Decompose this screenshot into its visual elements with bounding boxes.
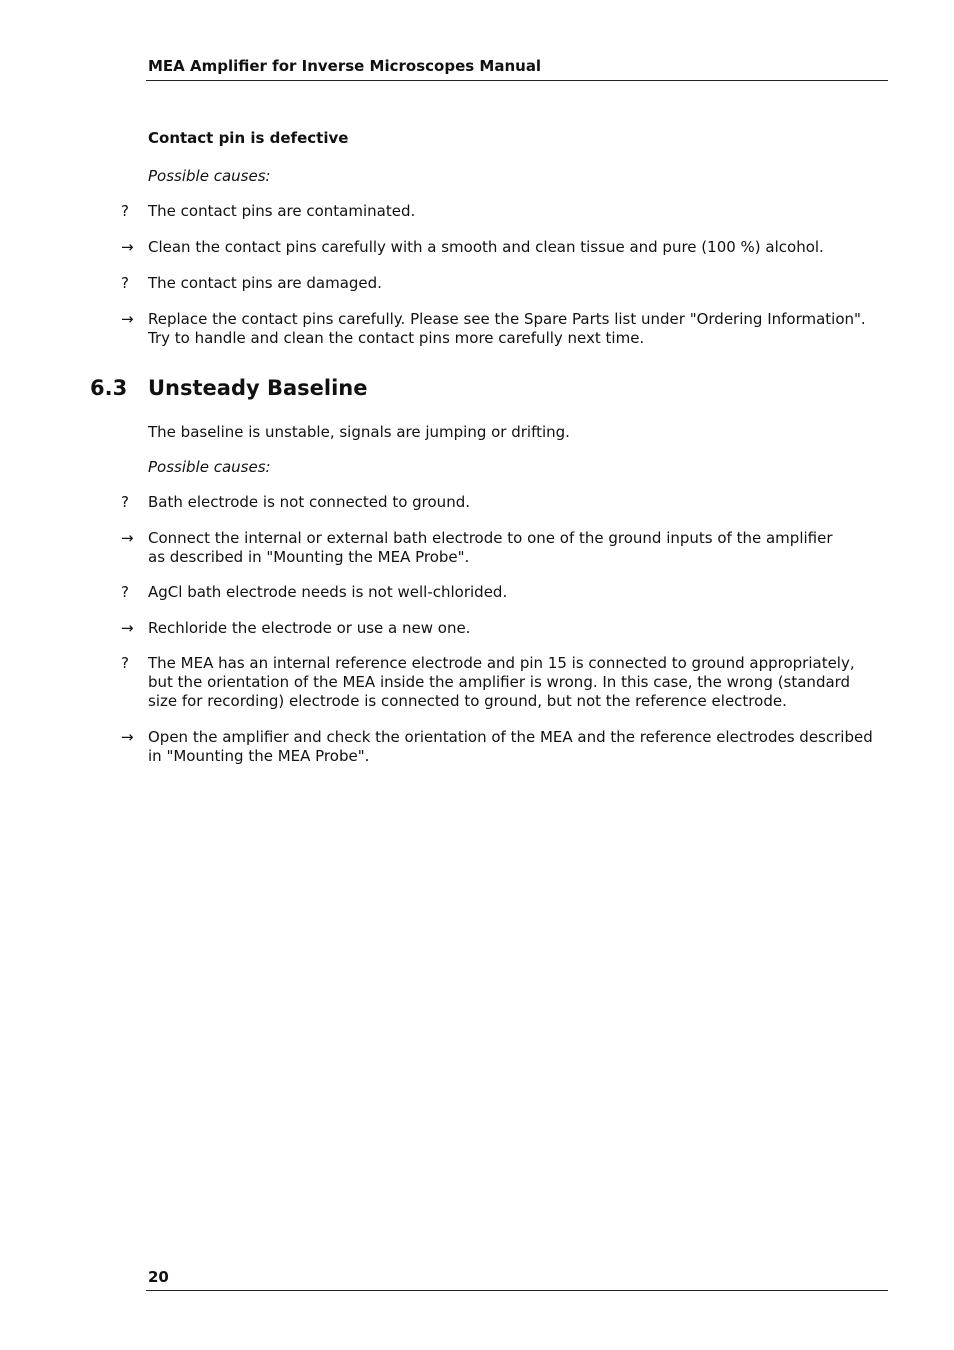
arrow-icon: → <box>121 529 134 547</box>
cause-text-line: size for recording) electrode is connected to ground, but not the reference electrode. <box>148 692 787 710</box>
cause-text-line: The MEA has an internal reference electrode and pin 15 is connected to ground appropriately, <box>148 654 855 672</box>
question-marker: ? <box>121 202 129 220</box>
page-number: 20 <box>148 1268 169 1286</box>
footer-rule <box>146 1290 888 1291</box>
remedy-text-line: Replace the contact pins carefully. Please see the Spare Parts list under "Ordering Information". <box>148 310 866 328</box>
section-title: Unsteady Baseline <box>148 376 368 400</box>
remedy-text-line: Open the amplifier and check the orientation of the MEA and the reference electrodes described <box>148 728 873 746</box>
cause-text-line: but the orientation of the MEA inside the amplifier is wrong. In this case, the wrong (standard <box>148 673 851 691</box>
remedy-text-line: as described in "Mounting the MEA Probe". <box>148 548 470 566</box>
subsection-heading: Contact pin is defective <box>148 129 349 147</box>
possible-causes-label: Possible causes: <box>148 167 271 185</box>
question-marker: ? <box>121 274 129 292</box>
arrow-icon: → <box>121 728 134 746</box>
remedy-text: Rechloride the electrode or use a new one. <box>148 619 471 637</box>
running-header-title: MEA Amplifier for Inverse Microscopes Manual <box>148 57 542 75</box>
possible-causes-label: Possible causes: <box>148 458 271 476</box>
cause-text: Bath electrode is not connected to ground. <box>148 493 470 511</box>
remedy-text-line: in "Mounting the MEA Probe". <box>148 747 370 765</box>
question-marker: ? <box>121 583 129 601</box>
header-rule <box>146 80 888 81</box>
cause-text: The contact pins are contaminated. <box>148 202 416 220</box>
question-marker: ? <box>121 493 129 511</box>
arrow-icon: → <box>121 619 134 637</box>
section-number: 6.3 <box>90 376 128 400</box>
remedy-text: Clean the contact pins carefully with a smooth and clean tissue and pure (100 %) alcohol. <box>148 238 824 256</box>
cause-text: The contact pins are damaged. <box>148 274 382 292</box>
section-intro: The baseline is unstable, signals are jumping or drifting. <box>148 423 570 441</box>
arrow-icon: → <box>121 310 134 328</box>
arrow-icon: → <box>121 238 134 256</box>
remedy-text-line: Try to handle and clean the contact pins more carefully next time. <box>148 329 645 347</box>
remedy-text-line: Connect the internal or external bath electrode to one of the ground inputs of the amplifier <box>148 529 833 547</box>
cause-text: AgCl bath electrode needs is not well-chlorided. <box>148 583 508 601</box>
question-marker: ? <box>121 654 129 672</box>
